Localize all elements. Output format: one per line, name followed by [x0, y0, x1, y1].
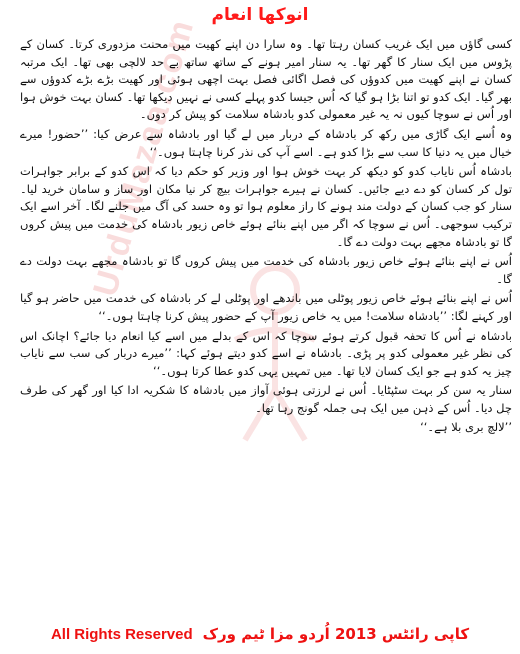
- footer: [0, 622, 520, 646]
- story-title: انوکھا انعام: [211, 5, 309, 25]
- paragraph: بادشاہ نے اُس کا تحفہ قبول کرتے ہوئے سوچا کہ اس کے بدلے میں اسے کیا انعام دیا جائے؟ اچانک اس کی نظر غیر معمولی کدو پر پڑی۔ بادشاہ نے اسے کدو دیتے ہوئے کہا: ’’میرے دربار کی سب سے نایاب چیز یہ کدو ہے جو ایک کسان لایا تھا۔ میں تمہیں یہی کدو عطا کرتا ہوں۔‘‘: [20, 328, 512, 378]
- story-body: [20, 36, 512, 439]
- paragraph: کسی گاؤں میں ایک غریب کسان رہتا تھا۔ وہ سارا دن اپنے کھیت میں محنت مزدوری کرتا۔ کسان کے پڑوس میں ایک سنار کا گھر تھا۔ یہ سنار امیر ہونے کے ساتھ ساتھ بے حد لالچی بھی تھا۔ ایک مرتبہ کسان نے اپنے کھیت میں کدوؤں کی فصل اگائی فصل بہت اچھی ہوئی اور کھیت بڑے بڑے کدوؤں سے بھر گیا۔ ایک کدو تو اتنا بڑا ہو گیا کہ اُس جیسا کدو پہلے کسی نے نہیں دیکھا تھا۔ کسان بہت خوش ہوا اور اُس نے سوچا کیوں نہ یہ غیر معمولی کدو بادشاہ سلامت کو پیش کر دوں۔: [20, 37, 512, 122]
- paragraph: وہ اُسے ایک گاڑی میں رکھ کر بادشاہ کے دربار میں لے گیا اور بادشاہ سے عرض کیا: ’’حضور! میرے خیال میں یہ دنیا کا سب سے بڑا کدو ہے۔ اسے آپ کی نذر کرنا چاہتا ہوں۔‘‘: [20, 126, 512, 159]
- closing-quote: ’’لالچ بری بلا ہے۔‘‘: [420, 420, 512, 435]
- paragraph: اُس نے اپنے بنائے ہوئے خاص زیور پوٹلی میں باندھے اور پوٹلی لے کر بادشاہ کی خدمت میں حاضر ہو گیا اور کہنے لگا: ’’بادشاہ سلامت! میں یہ خاص زیور آپ کے حضور پیش کرنا چاہتا ہوں۔‘‘: [20, 291, 512, 323]
- watermark-text: UrduMazaa.com: [86, 14, 202, 301]
- paragraph: بادشاہ اُس نایاب کدو کو دیکھ کر بہت خوش ہوا اور وزیر کو حکم دیا کہ اس کدو کے برابر جواہرات تول کر کسان کو دے دیے جائیں۔ کسان نے ہیرے جواہرات بیچ کر نیا مکان اور ساز و سامان خرید لیا۔ سنار کو جب کسان کے دولت مند ہونے کا راز معلوم ہوا تو وہ حسد کی آگ میں جلنے لگا۔ آخر اسے ایک ترکیب سوجھی۔ اُس نے سوچا کہ اگر میں اپنے بنائے ہوئے خاص زیور بادشاہ کی خدمت میں پیش کروں گا تو بادشاہ مجھے بہت دولت دے گا۔: [20, 164, 512, 249]
- paragraph: اُس نے اپنے بنائے ہوئے خاص زیور بادشاہ کی خدمت میں پیش کروں گا تو بادشاہ مجھے بہت دولت دے گا۔: [20, 254, 512, 286]
- paragraph: سنار یہ سن کر بہت سٹپٹایا۔ اُس نے لرزتی ہوئی آواز میں بادشاہ کا شکریہ ادا کیا اور گھر کی طرف چل دیا۔ اُس کے ذہن میں ایک ہی جملہ گونج رہا تھا۔: [20, 383, 512, 415]
- copyright-notice: کاپی رائٹس 2013 اُردو مزا ٹیم ورک: [202, 625, 470, 643]
- rights-reserved: All Rights Reserved: [50, 625, 193, 643]
